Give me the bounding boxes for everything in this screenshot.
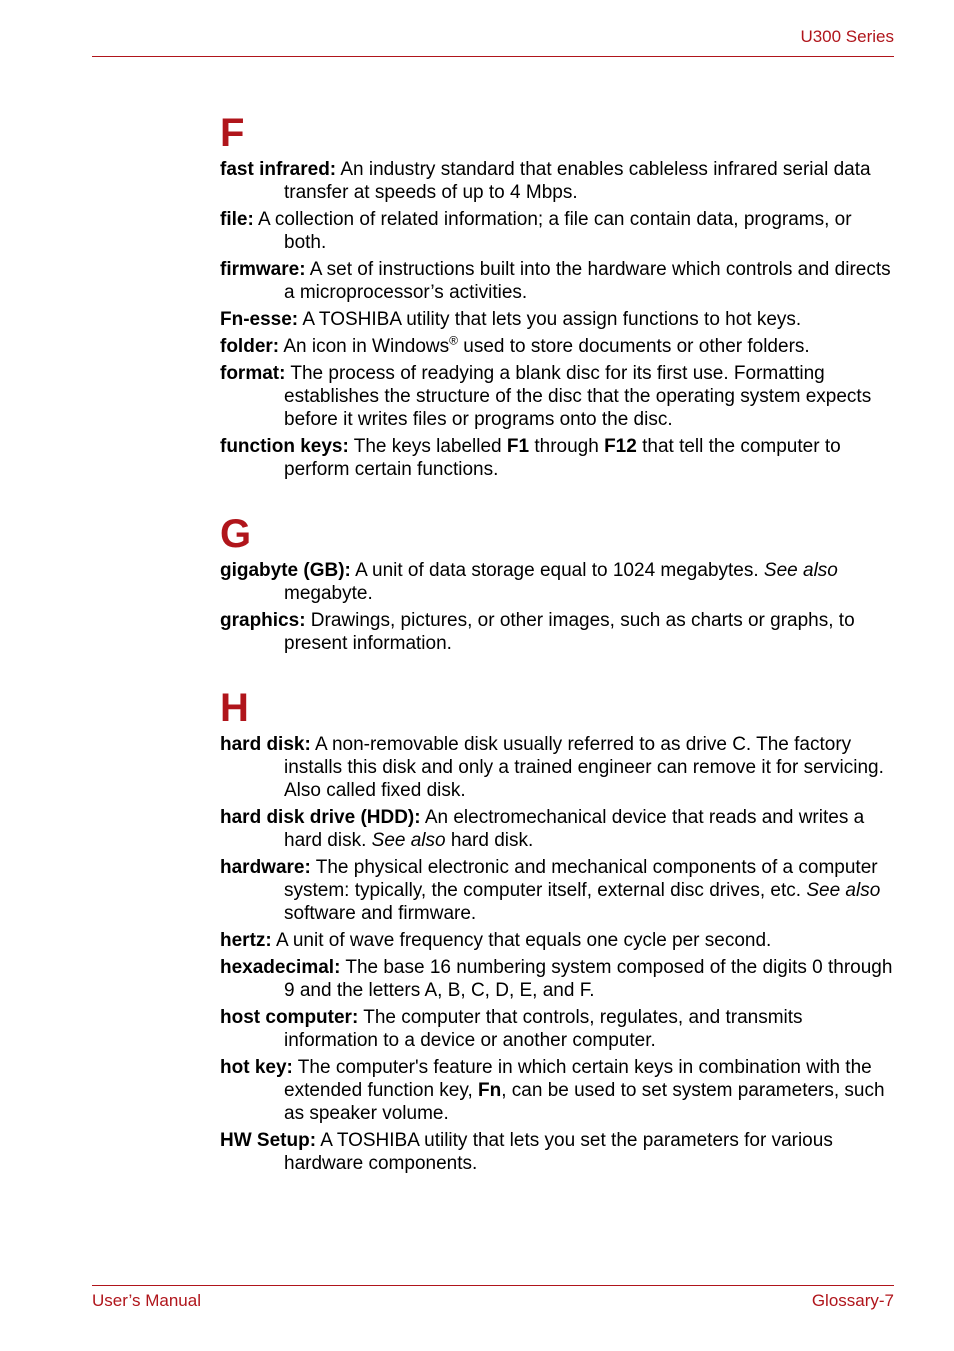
glossary-term: graphics: — [220, 610, 306, 631]
glossary-entry — [220, 208, 894, 254]
definition-text: The process of readying a blank disc for its first use. Formatting establishes the structure of the disc that the operating system expects before it writes files or programs onto the disc. — [284, 363, 872, 430]
glossary-term: file: — [220, 209, 254, 230]
glossary-term: host computer: — [220, 1007, 359, 1028]
glossary-entry — [220, 956, 894, 1002]
definition-text: The computer's feature in which certain keys in combination with the extended function key, — [284, 1057, 872, 1101]
glossary-entry — [220, 335, 894, 358]
definition-text: See also — [371, 830, 446, 851]
definition-text: used to store documents or other folders. — [457, 336, 810, 357]
glossary-entry — [220, 856, 894, 925]
footer-manual-title: User’s Manual — [92, 1291, 201, 1310]
definition-text: An electromechanical device that reads and writes a hard disk. — [284, 807, 865, 851]
glossary-term: hardware: — [220, 857, 311, 878]
definition-text: A TOSHIBA utility that lets you assign functions to hot keys. — [298, 309, 802, 330]
glossary-term: HW Setup: — [220, 1130, 317, 1151]
glossary-section — [220, 108, 894, 481]
glossary-term: folder: — [220, 336, 280, 357]
definition-text: A unit of wave frequency that equals one cycle per second. — [271, 930, 772, 951]
glossary-entry — [220, 362, 894, 431]
glossary-entry — [220, 158, 894, 204]
glossary-entry — [220, 1129, 894, 1175]
glossary-term: function keys: — [220, 436, 349, 457]
glossary-entry — [220, 435, 894, 481]
definition-text: Drawings, pictures, or other images, such as charts or graphs, to present information. — [284, 610, 855, 654]
definition-text: F12 — [604, 436, 637, 457]
glossary-term: hot key: — [220, 1057, 293, 1078]
glossary-term: hertz: — [220, 930, 272, 951]
definition-text: A set of instructions built into the hardware which controls and directs a microprocessor’s activities. — [284, 259, 891, 303]
glossary-entry — [220, 929, 894, 952]
glossary-entry — [220, 258, 894, 304]
glossary-section — [220, 683, 894, 1175]
definition-text: An icon in Windows — [279, 336, 450, 357]
glossary-section — [220, 509, 894, 655]
glossary-term: Fn-esse: — [220, 309, 299, 330]
glossary-term: format: — [220, 363, 286, 384]
definition-text: A unit of data storage equal to 1024 megabytes. — [350, 560, 764, 581]
glossary-entry — [220, 1006, 894, 1052]
definition-text: through — [529, 436, 605, 457]
definition-text: A non-removable disk usually referred to as drive C. The factory installs this disk and only a trained engineer can remove it for servicing. Also called fixed disk. — [284, 734, 884, 801]
section-letter: F — [220, 111, 245, 155]
definition-text: See also — [806, 880, 881, 901]
definition-text: A collection of related information; a file can contain data, programs, or both. — [253, 209, 852, 253]
definition-text: Fn — [478, 1080, 502, 1101]
definition-text: The base 16 numbering system composed of the digits 0 through 9 and the letters A, B, C, D, E, and F. — [284, 957, 893, 1001]
glossary-entry — [220, 308, 894, 331]
glossary-term: fast infrared: — [220, 159, 337, 180]
glossary-entry — [220, 1056, 894, 1125]
section-letter: G — [220, 512, 252, 556]
glossary-entry — [220, 806, 894, 852]
definition-text: that tell the computer to perform certain functions. — [284, 436, 841, 480]
definition-text: F1 — [506, 436, 530, 457]
section-letter: H — [220, 686, 249, 730]
registered-mark: ® — [449, 333, 458, 348]
definition-text: The keys labelled — [348, 436, 507, 457]
definition-text: The physical electronic and mechanical components of a computer system: typically, the computer itself, external disc drives, etc. — [284, 857, 878, 901]
header-rule — [92, 56, 894, 57]
glossary-entry — [220, 559, 894, 605]
glossary-entry — [220, 609, 894, 655]
definition-text: The computer that controls, regulates, and transmits information to a device or another computer. — [284, 1007, 803, 1051]
glossary-entry — [220, 733, 894, 802]
page-header-title: U300 Series — [800, 27, 894, 46]
footer-page-number: Glossary-7 — [811, 1291, 894, 1310]
footer-rule — [92, 1285, 894, 1286]
definition-text: hard disk. — [445, 830, 534, 851]
glossary-term: hexadecimal: — [220, 957, 341, 978]
definition-text: megabyte. — [284, 583, 373, 604]
definition-text: , can be used to set system parameters, such as speaker volume. — [284, 1080, 885, 1124]
definition-text: An industry standard that enables cableless infrared serial data transfer at speeds of up to 4 Mbps. — [284, 159, 871, 203]
glossary-term: hard disk: — [220, 734, 311, 755]
glossary-term: gigabyte (GB): — [220, 560, 351, 581]
definition-text: See also — [763, 560, 838, 581]
definition-text: software and firmware. — [284, 903, 477, 924]
glossary-content — [220, 100, 894, 1179]
glossary-term: firmware: — [220, 259, 306, 280]
definition-text: A TOSHIBA utility that lets you set the parameters for various hardware components. — [284, 1130, 833, 1174]
glossary-term: hard disk drive (HDD): — [220, 807, 421, 828]
